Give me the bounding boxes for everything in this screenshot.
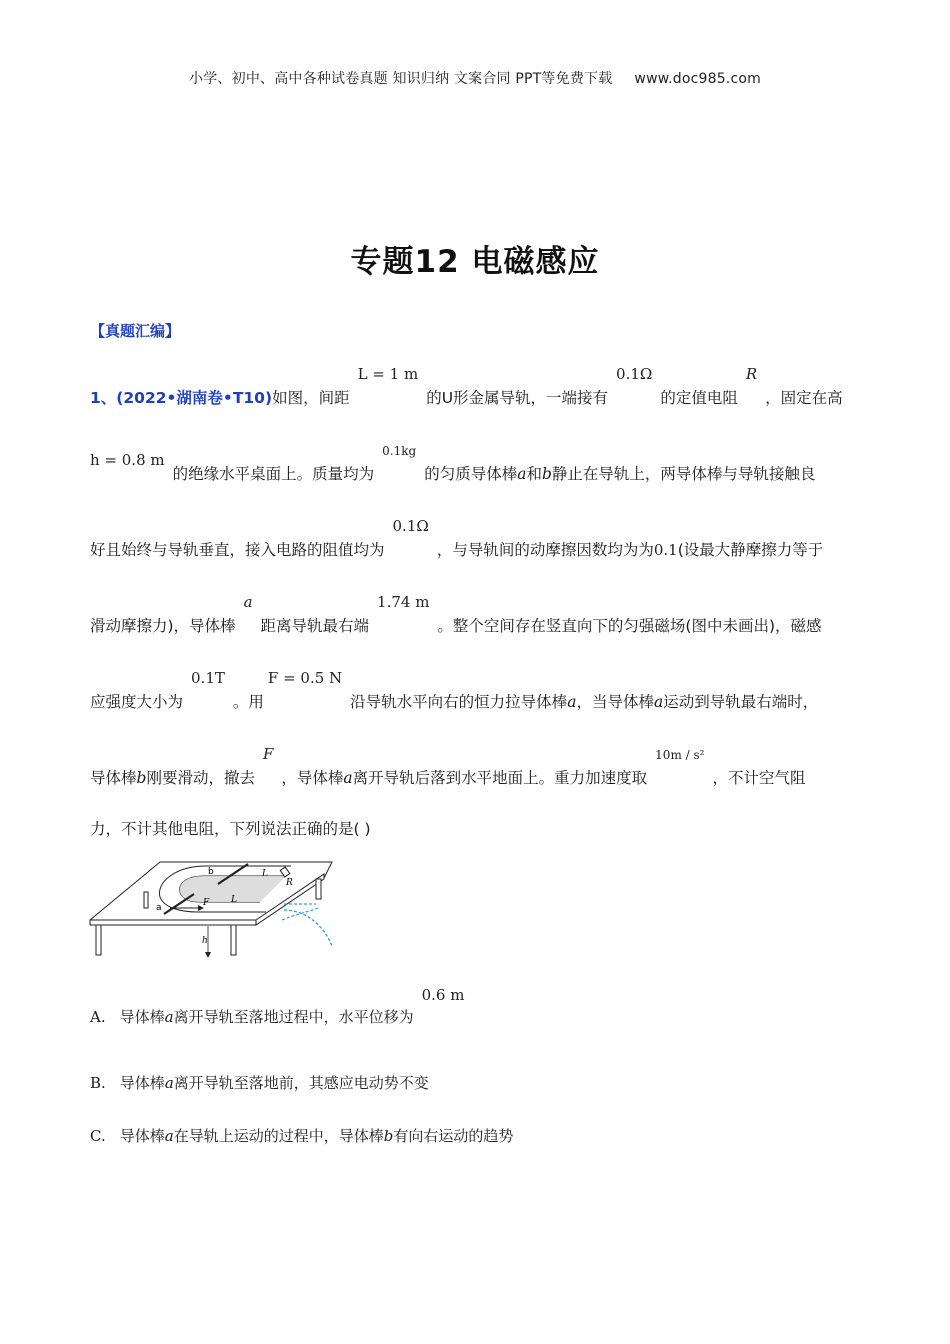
label-R: R — [286, 878, 293, 888]
math-rod-resistance: 0.1Ω — [392, 517, 429, 535]
label-a: a — [156, 903, 162, 913]
label-F: F — [203, 898, 210, 908]
rail-diagram — [86, 852, 336, 962]
header-text: 小学、初中、高中各种试卷真题 知识归纳 文案合同 PPT等免费下载 — [189, 71, 613, 87]
math-g: 10m / s² — [655, 748, 705, 762]
math-a: a — [243, 593, 253, 611]
option-c[interactable]: C. 导体棒a在导轨上运动的过程中，导体棒b有向右运动的趋势 — [90, 1127, 514, 1145]
math-R: R — [745, 365, 758, 383]
question-line-5: 应强度大小为0.1T。用F = 0.5 N沿导轨水平向右的恒力拉导体棒a，当导体棒a运动到导轨最右端时， — [90, 669, 819, 711]
label-L-bottom: L — [231, 895, 237, 905]
section-heading: 【真题汇编】 — [90, 322, 181, 340]
math-F-symbol: F — [262, 745, 274, 763]
page-header — [0, 68, 950, 88]
option-a-label: A. — [90, 1008, 106, 1026]
question-line-4: 滑动摩擦力)，导体棒a距离导轨最右端1.74 m。整个空间存在竖直向下的匀强磁场(图中未画出)，磁感 — [90, 593, 822, 635]
math-distance: 1.74 m — [377, 593, 430, 611]
label-h: h — [202, 936, 208, 946]
option-a[interactable]: A. 导体棒a离开导轨至落地过程中，水平位移为0.6 m — [90, 986, 465, 1026]
math-h: h = 0.8 m — [90, 451, 165, 469]
question-line-2: h = 0.8 m的绝缘水平桌面上。质量均为0.1kg的匀质导体棒a和b静止在导轨上，两导体棒与导轨接触良 — [90, 444, 816, 483]
question-line-3: 好且始终与导轨垂直，接入电路的阻值均为0.1Ω，与导轨间的动摩擦因数均为为0.1(设最大静摩擦力等于 — [90, 517, 824, 559]
label-L-top: L — [262, 869, 268, 879]
option-c-label: C. — [90, 1127, 106, 1145]
math-mass: 0.1kg — [382, 444, 417, 458]
question-line-7: 力，不计其他电阻，下列说法正确的是( ) — [90, 820, 371, 838]
math-B: 0.1T — [191, 669, 225, 687]
math-displacement: 0.6 m — [421, 986, 465, 1004]
question-line-6: 导体棒b刚要滑动，撤去F，导体棒a离开导轨后落到水平地面上。重力加速度取10m / s²，不计空气阻 — [90, 745, 806, 787]
option-b[interactable]: B. 导体棒a离开导轨至落地前，其感应电动势不变 — [90, 1074, 429, 1092]
question-line-1: 1、(2022•湖南卷•T10)如图，间距L = 1 m的U形金属导轨，一端接有0.1Ω的定值电阻R，固定在高 — [90, 365, 843, 407]
math-L: L = 1 m — [357, 365, 419, 383]
header-site[interactable]: www.doc985.com — [634, 71, 761, 87]
page-title: 专题12 电磁感应 — [350, 244, 600, 280]
question-source: 1、(2022•湖南卷•T10) — [90, 389, 273, 407]
label-b: b — [208, 867, 214, 877]
math-F: F = 0.5 N — [267, 669, 343, 687]
math-resistance: 0.1Ω — [616, 365, 653, 383]
option-b-label: B. — [90, 1074, 106, 1092]
